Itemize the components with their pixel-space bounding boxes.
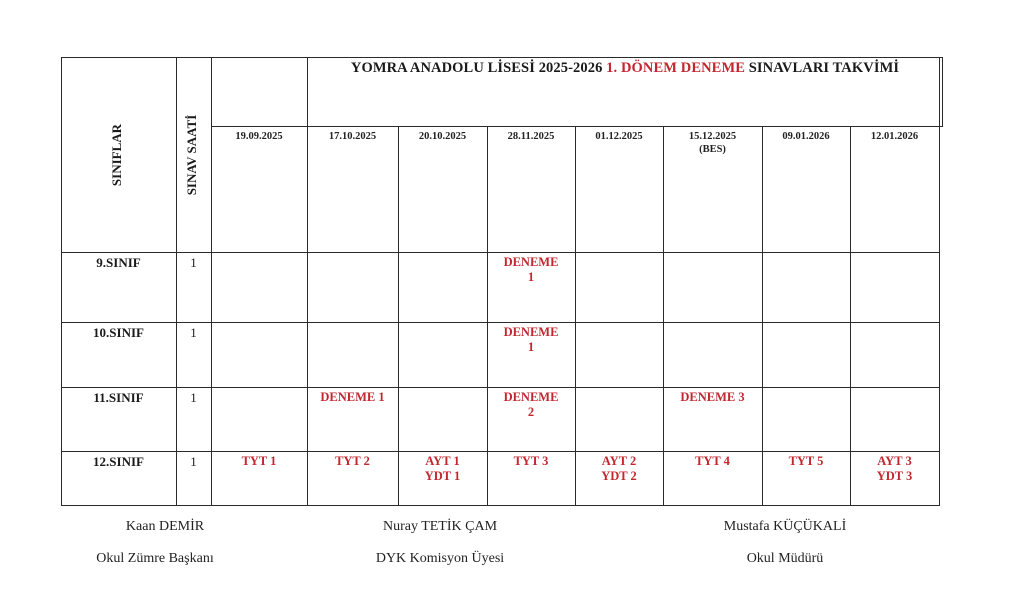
signature-3-role: Okul Müdürü <box>746 551 824 566</box>
exam-entry: AYT 3 YDT 3 <box>876 454 913 483</box>
signature-1-role: Okul Zümre Başkanı <box>96 551 214 566</box>
title-highlight: 1. DÖNEM DENEME <box>606 60 746 76</box>
row-border <box>61 451 940 452</box>
date-header: 01.12.2025 <box>595 131 643 142</box>
exam-hour: 1 <box>190 255 197 270</box>
exam-hour: 1 <box>190 325 197 340</box>
exam-hour: 1 <box>190 390 197 405</box>
date-header: 28.11.2025 <box>507 131 555 142</box>
header-exam-hour: SINAV SAATİ <box>184 114 199 196</box>
exam-entry: TYT 2 <box>335 454 370 468</box>
column-border <box>850 126 851 506</box>
column-border <box>398 126 399 506</box>
exam-entry: AYT 2 YDT 2 <box>601 454 637 483</box>
exam-entry: DENEME 1 <box>320 390 385 404</box>
class-label: 10.SINIF <box>93 325 144 340</box>
document-title <box>307 60 943 77</box>
exam-entry: DENEME 3 <box>680 390 745 404</box>
title-suffix: SINAVLARI TAKVİMİ <box>745 60 900 76</box>
header-classes: SINIFLAR <box>109 123 124 187</box>
class-label: 9.SINIF <box>96 255 141 270</box>
row-border <box>61 387 940 388</box>
column-border <box>939 57 940 506</box>
exam-entry: TYT 5 <box>788 454 824 468</box>
date-header: 19.09.2025 <box>235 131 283 142</box>
class-label: 12.SINIF <box>93 454 144 469</box>
column-border <box>211 57 212 506</box>
exam-entry: TYT 3 <box>513 454 549 468</box>
exam-entry: DENEME 1 <box>503 255 559 284</box>
signature-2-name: Nuray TETİK ÇAM <box>382 519 498 534</box>
date-header: 12.01.2026 <box>870 131 919 142</box>
column-border <box>176 57 177 506</box>
column-border <box>762 126 763 506</box>
exam-entry: TYT 4 <box>695 454 730 468</box>
class-label: 11.SINIF <box>93 390 144 405</box>
exam-entry: TYT 1 <box>241 454 277 468</box>
column-border <box>575 126 576 506</box>
row-border <box>61 505 940 506</box>
column-border <box>307 57 308 506</box>
date-header: 17.10.2025 <box>328 131 377 142</box>
column-border <box>61 57 62 506</box>
date-header: 09.01.2026 <box>782 131 830 142</box>
table-border-top <box>61 57 943 58</box>
signature-1-name: Kaan DEMİR <box>125 519 205 534</box>
title-box-right-border <box>942 57 943 126</box>
row-border <box>61 252 940 253</box>
column-border <box>663 126 664 506</box>
date-header: 20.10.2025 <box>418 131 467 142</box>
signature-2-role: DYK Komisyon Üyesi <box>375 551 505 566</box>
exam-entry: AYT 1 YDT 1 <box>424 454 461 483</box>
exam-entry: DENEME 2 <box>503 390 559 419</box>
signature-3-name: Mustafa KÜÇÜKALİ <box>723 519 847 534</box>
row-border <box>61 322 940 323</box>
exam-hour: 1 <box>190 454 197 469</box>
title-prefix: YOMRA ANADOLU LİSESİ 2025-2026 <box>350 60 607 76</box>
column-border <box>487 126 488 506</box>
date-header: 15.12.2025 (BES) <box>688 131 737 155</box>
exam-entry: DENEME 1 <box>503 325 559 354</box>
date-row-top-border <box>211 126 943 127</box>
